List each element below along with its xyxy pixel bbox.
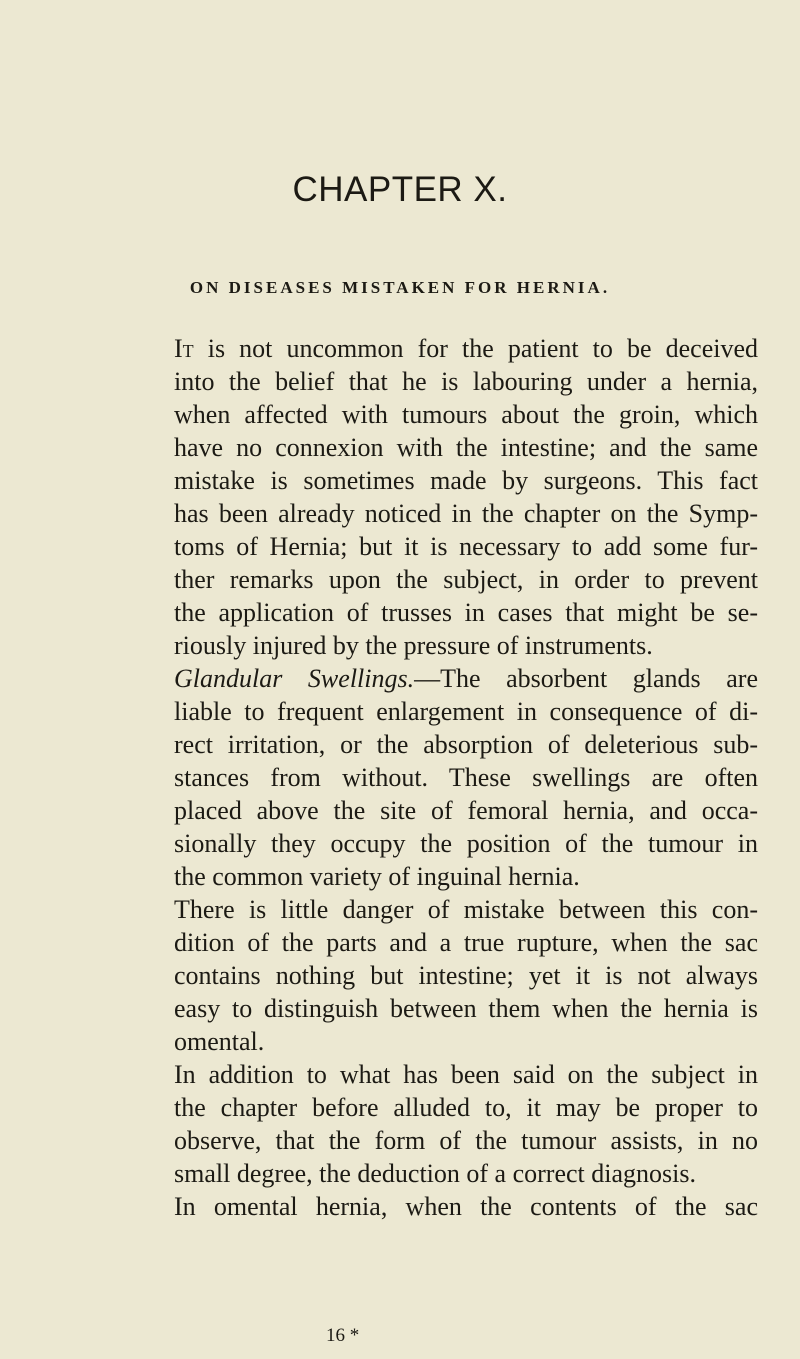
text-line: ther remarks upon the subject, in order to prevent — [174, 565, 758, 594]
opening-word: It — [174, 334, 194, 363]
text-line — [174, 332, 758, 365]
body-text — [174, 332, 800, 1223]
signature-mark: 16 * — [326, 1325, 360, 1346]
text-line: In addition to what has been said on the subject in — [174, 1060, 758, 1089]
text-line: sionally they occupy the position of the tumour in — [174, 829, 758, 858]
text-line: the chapter before alluded to, it may be proper to — [174, 1093, 758, 1122]
text-line: contains nothing but intestine; yet it is not always — [174, 961, 758, 990]
text-line: In omental hernia, when the contents of the sac — [174, 1192, 758, 1221]
chapter-title: CHAPTER X. — [292, 170, 508, 209]
text-line: placed above the site of femoral hernia, and occa- — [174, 796, 758, 825]
text-line: toms of Hernia; but it is necessary to add some fur- — [174, 532, 758, 561]
text-line: observe, that the form of the tumour assists, in no — [174, 1126, 758, 1155]
section-heading: Glandular Swellings. — [174, 664, 415, 693]
text-line: mistake is sometimes made by surgeons. This fact — [174, 466, 758, 495]
text-line: omental. — [174, 1027, 265, 1056]
text-line: small degree, the deduction of a correct diagnosis. — [174, 1159, 696, 1188]
text-line: when affected with tumours about the groin, which — [174, 400, 758, 429]
text-line: riously injured by the pressure of instruments. — [174, 631, 653, 660]
text-line: stances from without. These swellings are often — [174, 763, 758, 792]
text-line: liable to frequent enlargement in consequence of di- — [174, 697, 758, 726]
text-line: dition of the parts and a true rupture, when the sac — [174, 928, 758, 957]
text-line: rect irritation, or the absorption of deleterious sub- — [174, 730, 758, 759]
text-line: the common variety of inguinal hernia. — [174, 862, 580, 891]
text-line: the application of trusses in cases that might be se- — [174, 598, 758, 627]
text-line-content: —The absorbent glands are — [414, 664, 759, 693]
text-line: easy to distinguish between them when the hernia is — [174, 994, 758, 1023]
text-line: have no connexion with the intestine; and the same — [174, 433, 758, 462]
text-line: into the belief that he is labouring under a hernia, — [174, 367, 758, 396]
text-line — [174, 662, 758, 695]
chapter-subtitle: ON DISEASES MISTAKEN FOR HERNIA. — [189, 278, 611, 297]
text-line: has been already noticed in the chapter on the Symp- — [174, 499, 758, 528]
text-line: There is little danger of mistake between this con- — [174, 895, 758, 924]
text-line-content: is not uncommon for the patient to be deceived — [193, 334, 758, 363]
